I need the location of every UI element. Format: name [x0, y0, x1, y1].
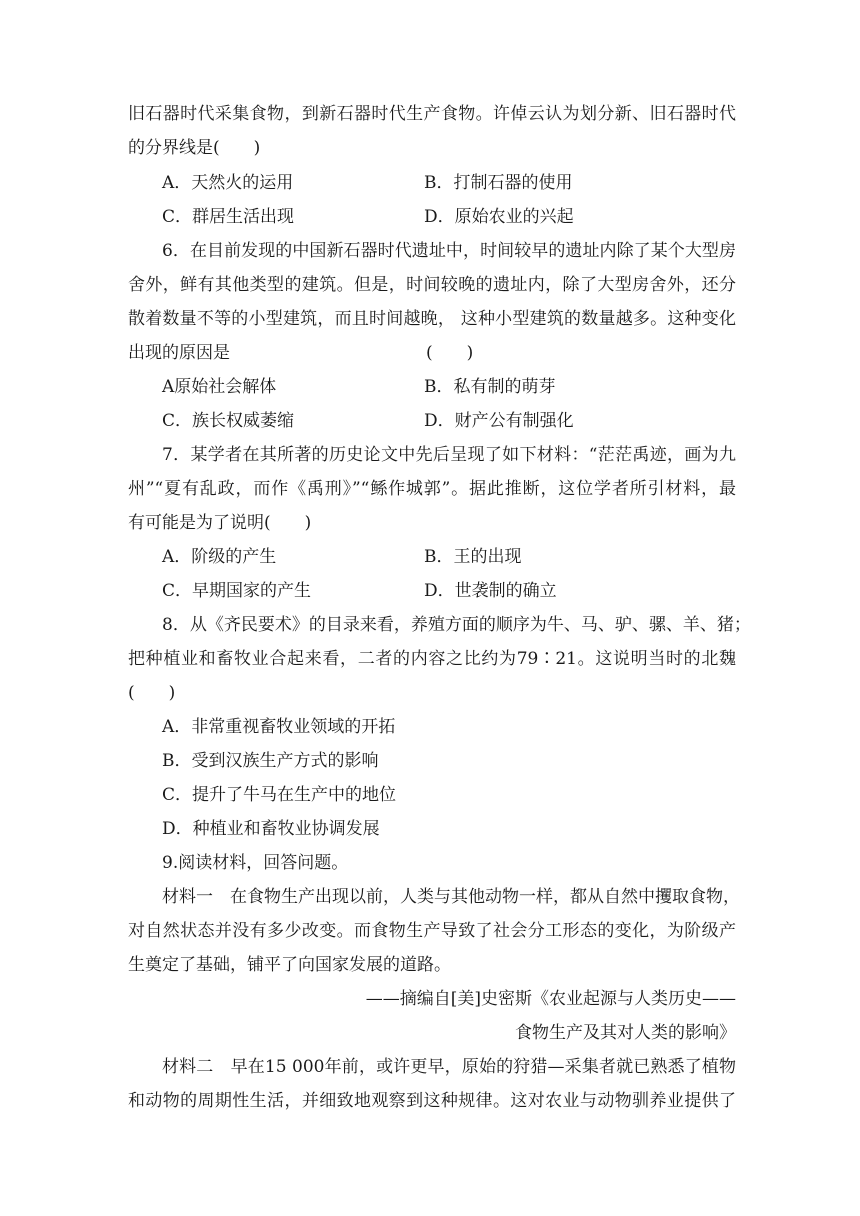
q9-material-1-line-1: 材料一 在食物生产出现以前，人类与其他动物一样，都从自然中攫取食物，: [162, 887, 740, 907]
q8-option-a: A．非常重视畜牧业领域的开拓: [162, 717, 396, 737]
q6-options-row-1: [128, 370, 736, 404]
q7-option-a: A．阶级的产生: [162, 547, 277, 567]
q5-line-1: 旧石器时代采集食物，到新石器时代生产食物。许倬云认为划分新、旧石器时代: [128, 104, 736, 124]
q9-material-1-line-2: 对自然状态并没有多少改变。而食物生产导致了社会分工形态的变化，为阶级产: [128, 921, 736, 941]
q5-option-a: A．天然火的运用: [162, 173, 294, 193]
q9-material-1-line-3: 生奠定了基础，铺平了向国家发展的道路。: [128, 955, 451, 975]
q8-line-3: ( ): [128, 683, 176, 703]
q6-line-3: 散着数量不等的小型建筑，而且时间越晚， 这种小型建筑的数量越多。这种变化: [128, 309, 736, 329]
q8-line-2: 把种植业和畜牧业合起来看，二者的内容之比约为79∶21。这说明当时的北魏: [128, 649, 736, 669]
q6-options-row-2: [128, 404, 736, 438]
q5-option-d: D．原始农业的兴起: [424, 207, 574, 227]
q9-material-2-line-2: 和动物的周期性生活，并细致地观察到这种规律。这对农业与动物驯养业提供了: [128, 1091, 736, 1111]
q7-option-b: B．王的出现: [424, 547, 522, 567]
q7-options-row-2: [128, 574, 736, 608]
q8-line-1: 8．从《齐民要术》的目录来看，养殖方面的顺序为牛、马、驴、骡、羊、猪；: [162, 615, 751, 635]
q5-line-2: 的分界线是( ): [128, 138, 261, 158]
q7-options-row-1: [128, 540, 736, 574]
q5-option-c: C．群居生活出现: [162, 207, 295, 227]
q7-line-2: 州”“夏有乱政，而作《禹刑》”“鲧作城郭”。据此推断，这位学者所引材料，最: [128, 479, 736, 499]
q8-option-d: D．种植业和畜牧业协调发展: [162, 819, 380, 839]
q9-title: 9.阅读材料，回答问题。: [162, 853, 349, 873]
q6-line-1: 6．在目前发现的中国新石器时代遗址中，时间较早的遗址内除了某个大型房: [162, 241, 736, 261]
q9-source-line-2: 食物生产及其对人类的影响》: [515, 1023, 736, 1043]
q6-line-4: [128, 336, 736, 370]
q6-option-a: A原始社会解体: [162, 377, 277, 397]
q7-line-3: 有可能是为了说明( ): [128, 513, 312, 533]
q6-option-b: B．私有制的萌芽: [424, 377, 556, 397]
q7-option-c: C．早期国家的产生: [162, 581, 312, 601]
q5-option-b: B．打制石器的使用: [424, 173, 573, 193]
q8-option-c: C．提升了牛马在生产中的地位: [162, 785, 397, 805]
q8-option-b: B．受到汉族生产方式的影响: [162, 751, 379, 771]
q6-option-c: C．族长权威萎缩: [162, 411, 295, 431]
q5-options-row-2: [128, 200, 736, 234]
q7-line-1: 7．某学者在其所著的历史论文中先后呈现了如下材料：“茫茫禹迹，画为九: [162, 445, 736, 465]
q9-material-2-line-1: 材料二 早在15 000年前，或许更早，原始的狩猎—采集者就已熟悉了植物: [162, 1057, 736, 1077]
q6-option-d: D．财产公有制强化: [424, 411, 574, 431]
q6-answer-blank: ( ): [426, 343, 474, 363]
q5-options-row-1: [128, 166, 736, 200]
q9-source-line-1: ——摘编自[美]史密斯《农业起源与人类历史——: [365, 989, 736, 1009]
q6-line-4-text: 出现的原因是: [128, 343, 230, 363]
q7-option-d: D．世袭制的确立: [424, 581, 557, 601]
q6-line-2: 舍外，鲜有其他类型的建筑。但是，时间较晚的遗址内，除了大型房舍外，还分: [128, 275, 736, 295]
